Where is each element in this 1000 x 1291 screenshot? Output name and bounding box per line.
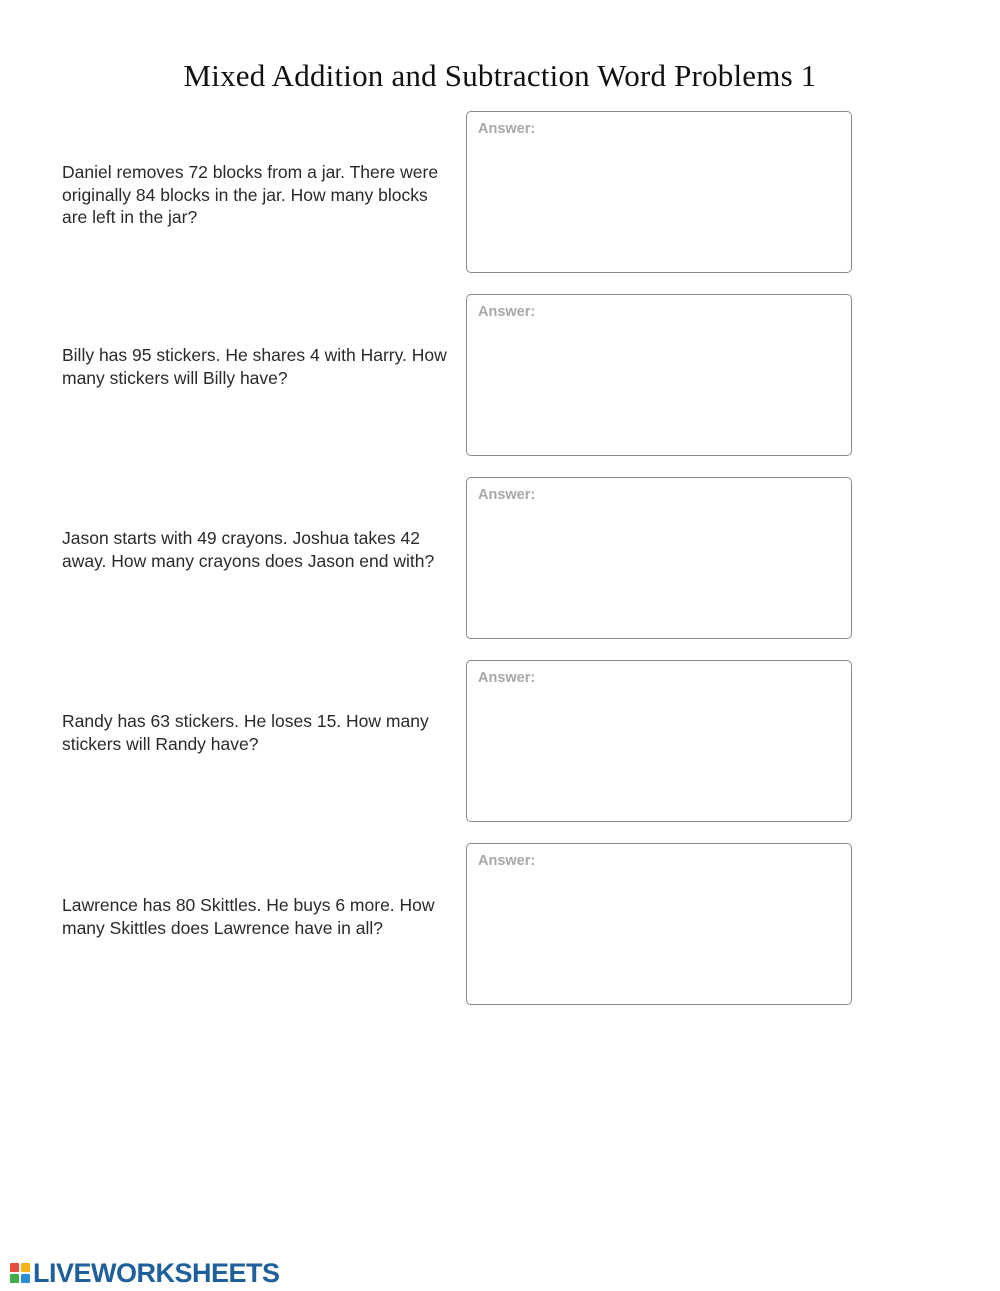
- problem-4-answer-box[interactable]: [466, 660, 852, 822]
- problem-5-question: Lawrence has 80 Skittles. He buys 6 more. How many Skittles does Lawrence have in all?: [62, 895, 435, 938]
- problem-5: [0, 843, 1000, 1009]
- answer-label: Answer:: [478, 121, 536, 137]
- logo-text: LIVEWORKSHEETS: [33, 1257, 280, 1288]
- problem-1-question: Daniel removes 72 blocks from a jar. There were originally 84 blocks in the jar. How many blocks are left in the jar?: [62, 162, 439, 227]
- problem-2: [0, 294, 1000, 460]
- problem-2-question: Billy has 95 stickers. He shares 4 with Harry. How many stickers will Billy have?: [62, 345, 447, 388]
- answer-label: Answer:: [478, 304, 536, 320]
- problem-3: [0, 477, 1000, 643]
- problem-4: [0, 660, 1000, 826]
- answer-label: Answer:: [478, 853, 536, 869]
- problem-4-question: Randy has 63 stickers. He loses 15. How many stickers will Randy have?: [62, 711, 429, 754]
- problem-2-answer-box[interactable]: [466, 294, 852, 456]
- problem-3-question: Jason starts with 49 crayons. Joshua takes 42 away. How many crayons does Jason end with?: [62, 528, 435, 571]
- problem-3-answer-box[interactable]: [466, 477, 852, 639]
- answer-label: Answer:: [478, 487, 536, 503]
- worksheet-title: Mixed Addition and Subtraction Word Problems 1: [183, 58, 817, 93]
- problem-1: [0, 111, 1000, 277]
- problem-1-answer-box[interactable]: [466, 111, 852, 273]
- problem-5-answer-box[interactable]: [466, 843, 852, 1005]
- liveworksheets-logo: [10, 1258, 280, 1288]
- answer-label: Answer:: [478, 670, 536, 686]
- liveworksheets-logo-icon: [10, 1263, 30, 1283]
